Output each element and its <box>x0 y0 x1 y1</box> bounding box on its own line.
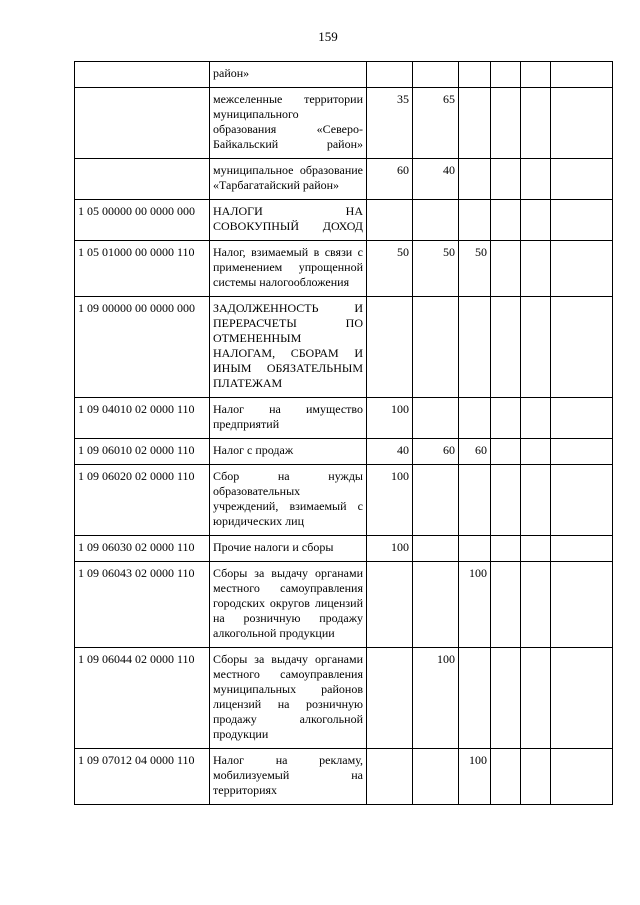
budget-code-cell: 1 05 01000 00 0000 110 <box>75 241 210 297</box>
table-row <box>75 536 613 562</box>
percentage-cell <box>491 562 521 648</box>
percentage-cell: 100 <box>413 648 459 749</box>
percentage-cell <box>491 648 521 749</box>
percentage-cell <box>521 297 551 398</box>
percentage-cell <box>459 297 491 398</box>
percentage-cell <box>551 562 613 648</box>
budget-code-cell <box>75 62 210 88</box>
percentage-cell <box>367 62 413 88</box>
budget-code-cell <box>75 88 210 159</box>
percentage-cell <box>521 465 551 536</box>
percentage-cell <box>491 465 521 536</box>
percentage-cell: 100 <box>459 749 491 805</box>
income-name-cell: ЗАДОЛЖЕННОСТЬ И ПЕРЕРАСЧЕТЫ ПО ОТМЕНЕННЫМ НАЛОГАМ, СБОРАМ И ИНЫМ ОБЯЗАТЕЛЬНЫМ ПЛАТЕЖАМ <box>210 297 367 398</box>
percentage-cell <box>459 62 491 88</box>
percentage-cell <box>521 648 551 749</box>
percentage-cell <box>491 749 521 805</box>
percentage-cell <box>521 562 551 648</box>
budget-code-cell: 1 09 06044 02 0000 110 <box>75 648 210 749</box>
income-name-cell: Сборы за выдачу органами местного самоуправления городских округов лицензий на розничную продажу алкогольной продукции <box>210 562 367 648</box>
percentage-cell <box>491 536 521 562</box>
percentage-cell: 60 <box>413 439 459 465</box>
percentage-cell <box>551 398 613 439</box>
percentage-cell <box>459 465 491 536</box>
percentage-cell: 40 <box>413 159 459 200</box>
budget-code-cell: 1 09 06010 02 0000 110 <box>75 439 210 465</box>
budget-code-cell: 1 09 06043 02 0000 110 <box>75 562 210 648</box>
percentage-cell <box>551 749 613 805</box>
percentage-cell <box>551 159 613 200</box>
percentage-cell <box>367 749 413 805</box>
percentage-cell <box>521 749 551 805</box>
table-row <box>75 749 613 805</box>
percentage-cell <box>491 241 521 297</box>
percentage-cell: 100 <box>367 465 413 536</box>
percentage-cell <box>551 88 613 159</box>
percentage-cell <box>551 536 613 562</box>
table-row <box>75 159 613 200</box>
percentage-cell <box>521 398 551 439</box>
income-name-cell: Сбор на нужды образовательных учреждений, взимаемый с юридических лиц <box>210 465 367 536</box>
percentage-cell: 100 <box>367 536 413 562</box>
percentage-cell <box>521 439 551 465</box>
percentage-cell <box>491 439 521 465</box>
income-name-cell: Прочие налоги и сборы <box>210 536 367 562</box>
percentage-cell: 60 <box>459 439 491 465</box>
percentage-cell <box>367 297 413 398</box>
income-name-cell: район» <box>210 62 367 88</box>
percentage-cell: 40 <box>367 439 413 465</box>
budget-code-cell: 1 09 07012 04 0000 110 <box>75 749 210 805</box>
percentage-cell <box>551 200 613 241</box>
budget-code-cell: 1 09 06020 02 0000 110 <box>75 465 210 536</box>
percentage-cell: 35 <box>367 88 413 159</box>
percentage-cell <box>459 88 491 159</box>
percentage-cell <box>413 465 459 536</box>
income-name-cell: межселенные территории муниципального образования «Северо-Байкальский район» <box>210 88 367 159</box>
percentage-cell <box>521 159 551 200</box>
percentage-cell: 50 <box>459 241 491 297</box>
percentage-cell <box>413 200 459 241</box>
income-name-cell: Налог, взимаемый в связи с применением упрощенной системы налогообложения <box>210 241 367 297</box>
budget-distribution-table <box>74 61 613 805</box>
percentage-cell <box>367 200 413 241</box>
table-row <box>75 439 613 465</box>
percentage-cell <box>459 159 491 200</box>
percentage-cell <box>367 648 413 749</box>
budget-code-cell: 1 09 06030 02 0000 110 <box>75 536 210 562</box>
budget-code-cell: 1 09 04010 02 0000 110 <box>75 398 210 439</box>
percentage-cell: 65 <box>413 88 459 159</box>
table-row <box>75 62 613 88</box>
percentage-cell <box>551 439 613 465</box>
table-row <box>75 398 613 439</box>
table-row <box>75 648 613 749</box>
percentage-cell <box>413 562 459 648</box>
income-name-cell: Сборы за выдачу органами местного самоуправления муниципальных районов лицензий на розничную продажу алкогольной продукции <box>210 648 367 749</box>
percentage-cell <box>491 297 521 398</box>
percentage-cell <box>413 398 459 439</box>
percentage-cell <box>367 562 413 648</box>
percentage-cell <box>551 648 613 749</box>
percentage-cell <box>413 749 459 805</box>
percentage-cell <box>521 88 551 159</box>
percentage-cell <box>551 62 613 88</box>
income-name-cell: НАЛОГИ НА СОВОКУПНЫЙ ДОХОД <box>210 200 367 241</box>
percentage-cell <box>491 159 521 200</box>
percentage-cell <box>521 241 551 297</box>
percentage-cell: 100 <box>459 562 491 648</box>
percentage-cell <box>459 398 491 439</box>
percentage-cell <box>521 536 551 562</box>
income-name-cell: Налог на имущество предприятий <box>210 398 367 439</box>
percentage-cell: 50 <box>413 241 459 297</box>
percentage-cell: 50 <box>367 241 413 297</box>
income-name-cell: Налог на рекламу, мобилизуемый на территориях <box>210 749 367 805</box>
percentage-cell <box>491 200 521 241</box>
percentage-cell <box>413 62 459 88</box>
percentage-cell <box>521 200 551 241</box>
percentage-cell <box>521 62 551 88</box>
percentage-cell <box>413 536 459 562</box>
table-row <box>75 297 613 398</box>
table-row <box>75 88 613 159</box>
budget-code-cell: 1 05 00000 00 0000 000 <box>75 200 210 241</box>
table-row <box>75 241 613 297</box>
budget-code-cell: 1 09 00000 00 0000 000 <box>75 297 210 398</box>
table-row <box>75 465 613 536</box>
percentage-cell <box>551 465 613 536</box>
percentage-cell <box>551 241 613 297</box>
table-row <box>75 200 613 241</box>
income-name-cell: Налог с продаж <box>210 439 367 465</box>
percentage-cell: 60 <box>367 159 413 200</box>
percentage-cell <box>413 297 459 398</box>
percentage-cell: 100 <box>367 398 413 439</box>
percentage-cell <box>459 536 491 562</box>
percentage-cell <box>491 398 521 439</box>
table-row <box>75 562 613 648</box>
page-number: 159 <box>318 29 338 44</box>
budget-code-cell <box>75 159 210 200</box>
percentage-cell <box>551 297 613 398</box>
percentage-cell <box>491 62 521 88</box>
percentage-cell <box>491 88 521 159</box>
percentage-cell <box>459 648 491 749</box>
income-name-cell: муниципальное образование «Тарбагатайский район» <box>210 159 367 200</box>
percentage-cell <box>459 200 491 241</box>
